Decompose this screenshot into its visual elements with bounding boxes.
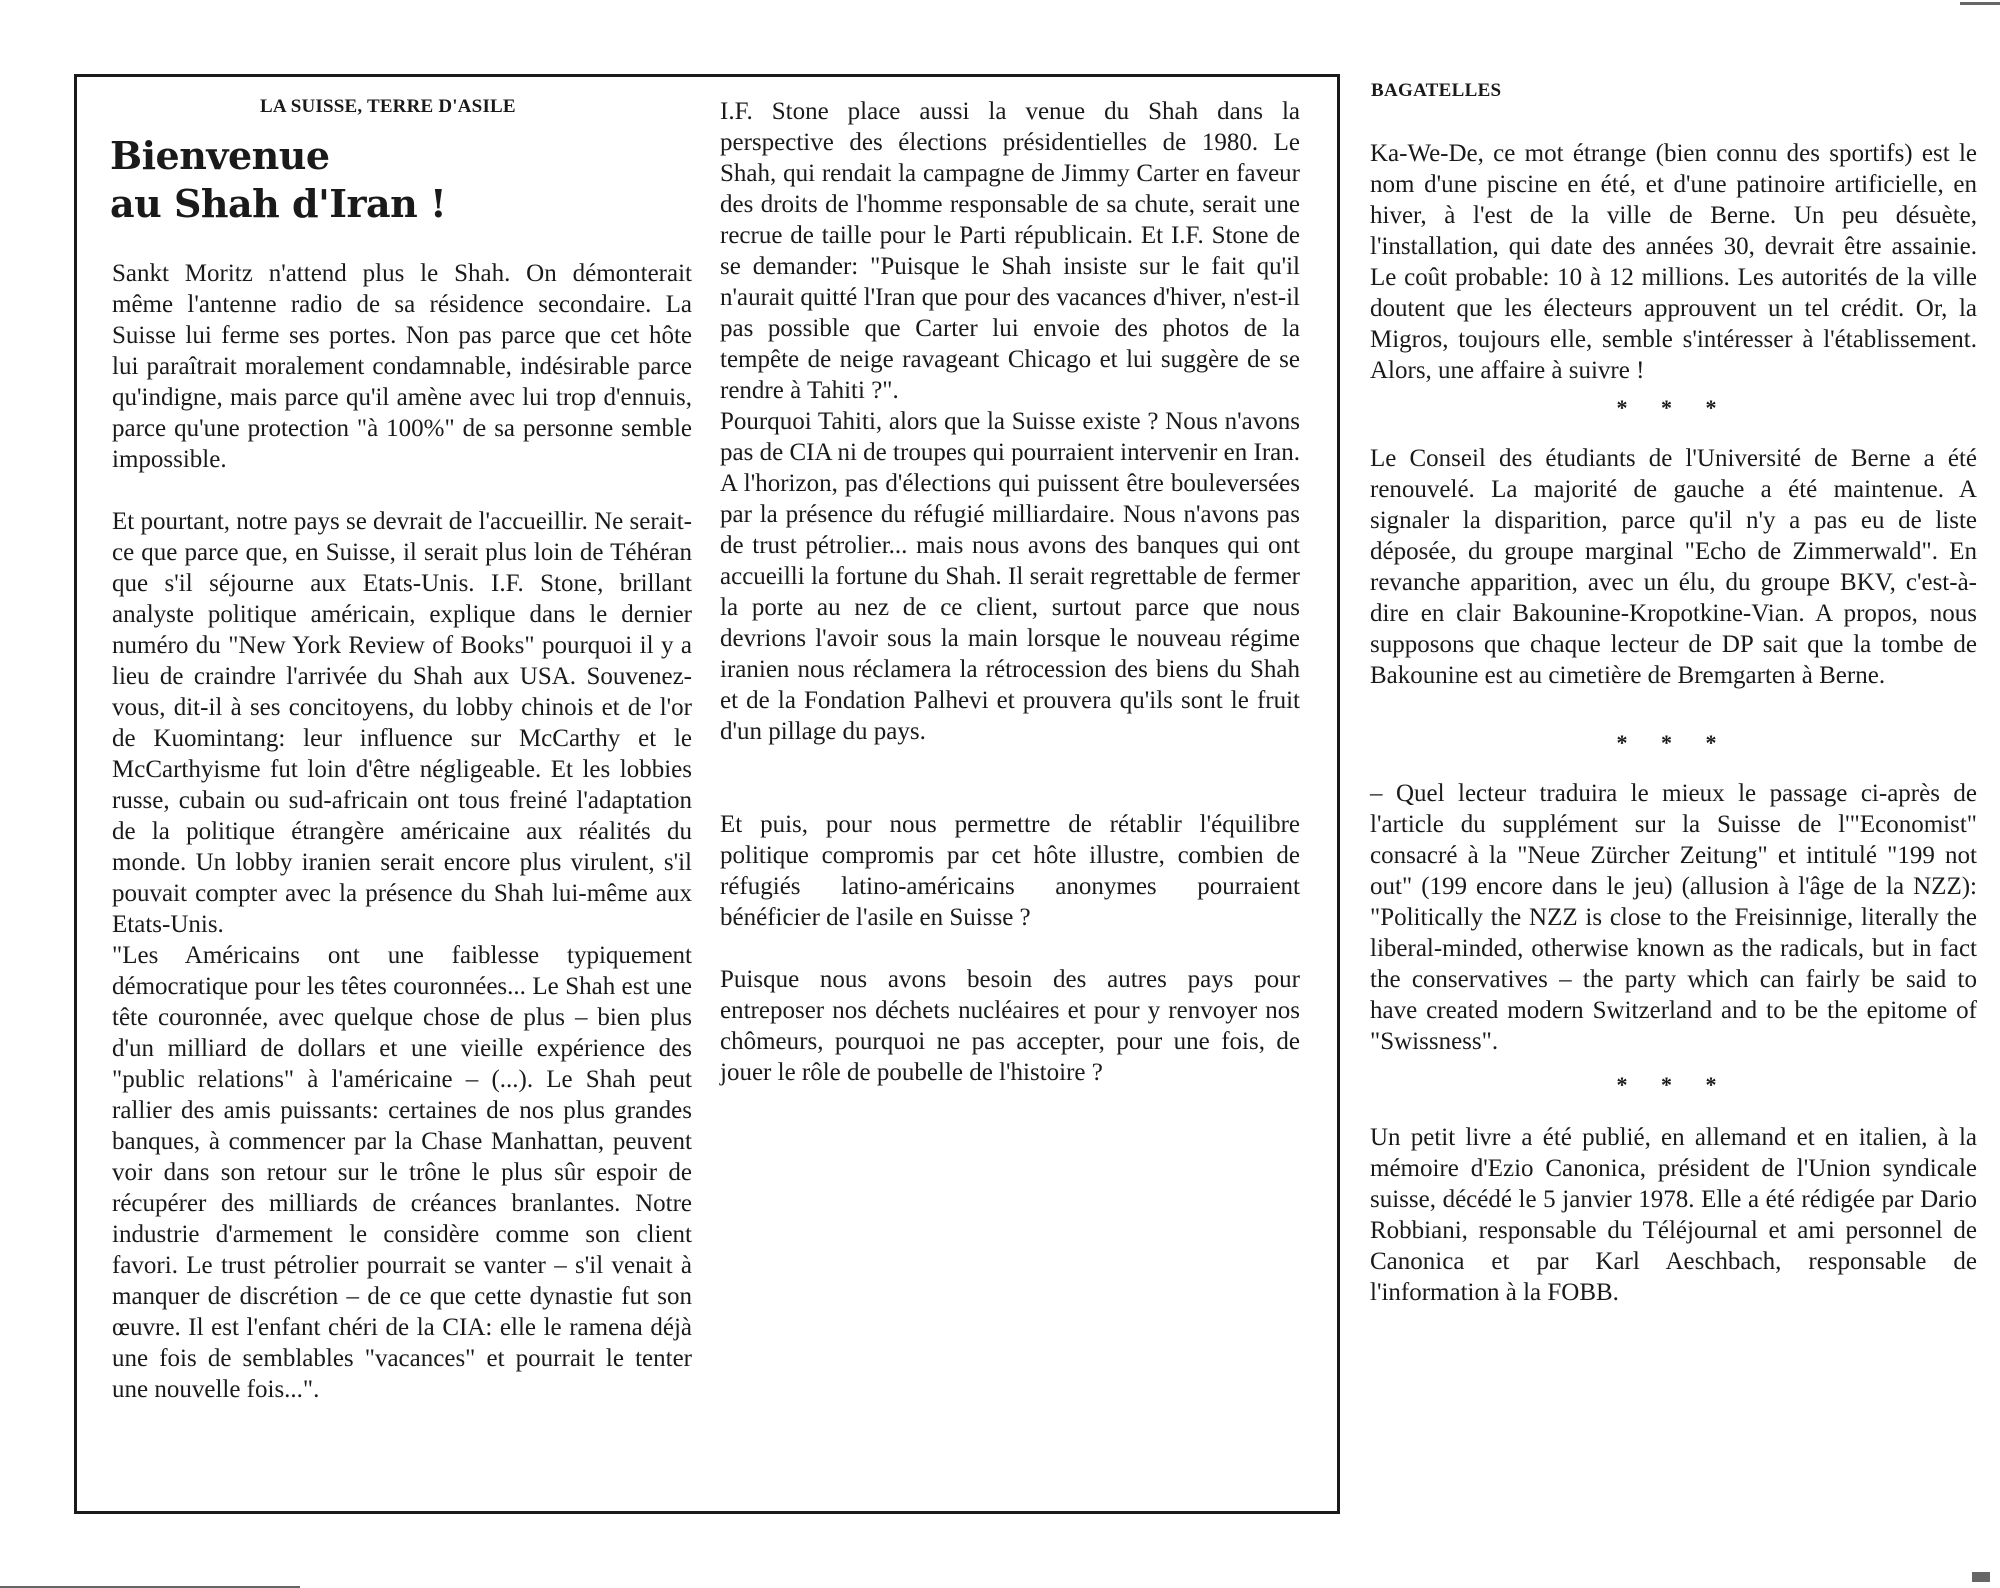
article-paragraph: I.F. Stone place aussi la venue du Shah dans la perspective des élections présidentielles de 1980. Le Shah, qui rendait la campagne de Jimmy Carter en faveur des droits de l'homme responsable de sa chute, serait une recrue de taille pour le Parti républicain. Et I.F. Stone de se demander: "Puisque le Shah insiste sur le fait qu'il n'aurait quitté l'Iran que pour des vacances d'hiver, n'est-il pas possible que Carter lui envoie des photos de la tempête de neige ravageant Chicago et lui suggère de se rendre à Tahiti ?". (720, 98, 1300, 404)
bagatelle-item: – Quel lecteur traduira le mieux le passage ci-après de l'article du supplément sur la Suisse de l'"Economist" consacré à la "Neue Zürcher Zeitung" et intitulé "199 not out" (199 encore dans le jeu) (allusion à l'âge de la NZZ): "Politically the NZZ is close to the Freisinnige, literally the liberal-minded, otherwise known as the radicals, but in fact the conservatives – the party which can fairly be said to have created modern Switzerland and to be the epitome of "Swissness". (1370, 780, 1977, 1055)
scan-corner-mark (1972, 1572, 1990, 1582)
article-column-2 (720, 96, 1300, 1088)
bagatelles-title: BAGATELLES (1371, 80, 1502, 101)
headline-line-1: Bienvenue (110, 133, 330, 178)
article-paragraph: "Les Américains ont une faiblesse typiquement démocratique pour les têtes couronnées... Le Shah est une tête couronnée, avec quelque chose de plus – bien plus d'un milliard de dollars et une vieille expérience des "public relations" à l'américaine – (...). Le Shah peut rallier des amis puissants: certaines de nos plus grandes banques, à commencer par la Chase Manhattan, peuvent voir dans son retour sur le trône le plus sûr espoir de récupérer des milliards de créances branlantes. Notre industrie d'armement le considère comme son client favori. Le trust pétrolier pourrait se vanter – s'il venait à manquer de discrétion – de ce que cette dynastie fut son œuvre. Il est l'enfant chéri de la CIA: elle le ramena déjà une fois de semblables "vacances" et pourrait le tenter une nouvelle fois...". (112, 942, 692, 1403)
headline-line-2: au Shah d'Iran ! (110, 181, 447, 226)
article-paragraph: Et pourtant, notre pays se devrait de l'accueillir. Ne serait-ce que parce que, en Suisse, il serait plus loin de Téhéran que s'il séjourne aux Etats-Unis. I.F. Stone, brillant analyste politique américain, explique dans le dernier numéro du "New York Review of Books" pourquoi il y a lieu de craindre l'arrivée du Shah aux USA. Souvenez-vous, dit-il à ses concitoyens, du lobby chinois et de l'or de Kuomintang: leur influence sur McCarthy et le McCarthyisme fut loin d'être négligeable. Et les lobbies russe, cubain ou sud-africain ont tous freiné l'adaptation de la politique étrangère américaine aux réalités du monde. Un lobby iranien serait encore plus virulent, s'il pouvait compter avec la présence du Shah lui-même aux Etats-Unis. (112, 508, 692, 938)
bagatelle-item: Le Conseil des étudiants de l'Université de Berne a été renouvelé. La majorité de gauche a été maintenue. A signaler la disparition, parce qu'il n'y a pas eu de liste déposée, du groupe marginal "Echo de Zimmerwald". En revanche apparition, avec un élu, du groupe BKV, c'est-à-dire en clair Bakounine-Kropotkine-Vian. A propos, nous supposons que chaque lecteur de DP sait que la tombe de Bakounine est au cimetière de Bremgarten à Berne. (1370, 445, 1977, 689)
article-paragraph: Et puis, pour nous permettre de rétablir l'équilibre politique compromis par cet hôte illustre, combien de réfugiés latino-américains anonymes pourraient bénéficier de l'asile en Suisse ? (720, 811, 1300, 931)
article-kicker: LA SUISSE, TERRE D'ASILE (260, 96, 516, 117)
article-paragraph: Pourquoi Tahiti, alors que la Suisse existe ? Nous n'avons pas de CIA ni de troupes qui pourraient intervenir en Iran. A l'horizon, pas d'élections qui puissent être bouleversées par la présence du réfugié milliardaire. Nous n'avons pas de trust pétrolier... mais nous avons des banques qui ont accueilli la fortune du Shah. Il serait regrettable de fermer la porte au nez de ce client, surtout parce que nous devrions l'avoir sous la main lorsque le nouveau régime iranien nous réclamera la rétrocession des biens du Shah et de la Fondation Palhevi et prouvera qu'ils sont le fruit d'un pillage du pays. (720, 408, 1300, 745)
separator-stars: * * * (1616, 730, 1731, 755)
bagatelle-item: Un petit livre a été publié, en allemand et en italien, à la mémoire d'Ezio Canonica, président de l'Union syndicale suisse, décédé le 5 janvier 1978. Elle a été rédigée par Dario Robbiani, responsable du Téléjournal et ami personnel de Canonica et par Karl Aeschbach, responsable de l'information à la FOBB. (1370, 1124, 1977, 1306)
separator-stars: * * * (1616, 1072, 1731, 1097)
separator-stars: * * * (1616, 395, 1731, 420)
article-paragraph: Sankt Moritz n'attend plus le Shah. On démonterait même l'antenne radio de sa résidence secondaire. La Suisse lui ferme ses portes. Non pas parce que cet hôte lui paraîtrait moralement condamnable, indésirable parce qu'indigne, mais parce qu'il amène avec lui trop d'ennuis, parce qu'une protection "à 100%" de sa personne semble impossible. (112, 260, 692, 473)
bagatelle-item: Ka-We-De, ce mot étrange (bien connu des sportifs) est le nom d'une piscine en été, et d'une patinoire artificielle, en hiver, à l'est de la ville de Berne. Un peu désuète, l'installation, qui date des années 30, devrait être assainie. Le coût probable: 10 à 12 millions. Les autorités de la ville doutent que les électeurs approuvent un tel crédit. Or, la Migros, toujours elle, semble s'intéresser à l'établissement. Alors, une affaire à suivre ! (1370, 140, 1977, 384)
bagatelles-column (1370, 138, 1977, 1308)
article-headline (110, 132, 670, 228)
scan-corner-mark (1960, 2, 2000, 5)
article-paragraph: Puisque nous avons besoin des autres pays pour entreposer nos déchets nucléaires et pour y renvoyer nos chômeurs, pourquoi ne pas accepter, pour une fois, de jouer le rôle de poubelle de l'histoire ? (720, 966, 1300, 1086)
article-column-1 (112, 258, 692, 1405)
